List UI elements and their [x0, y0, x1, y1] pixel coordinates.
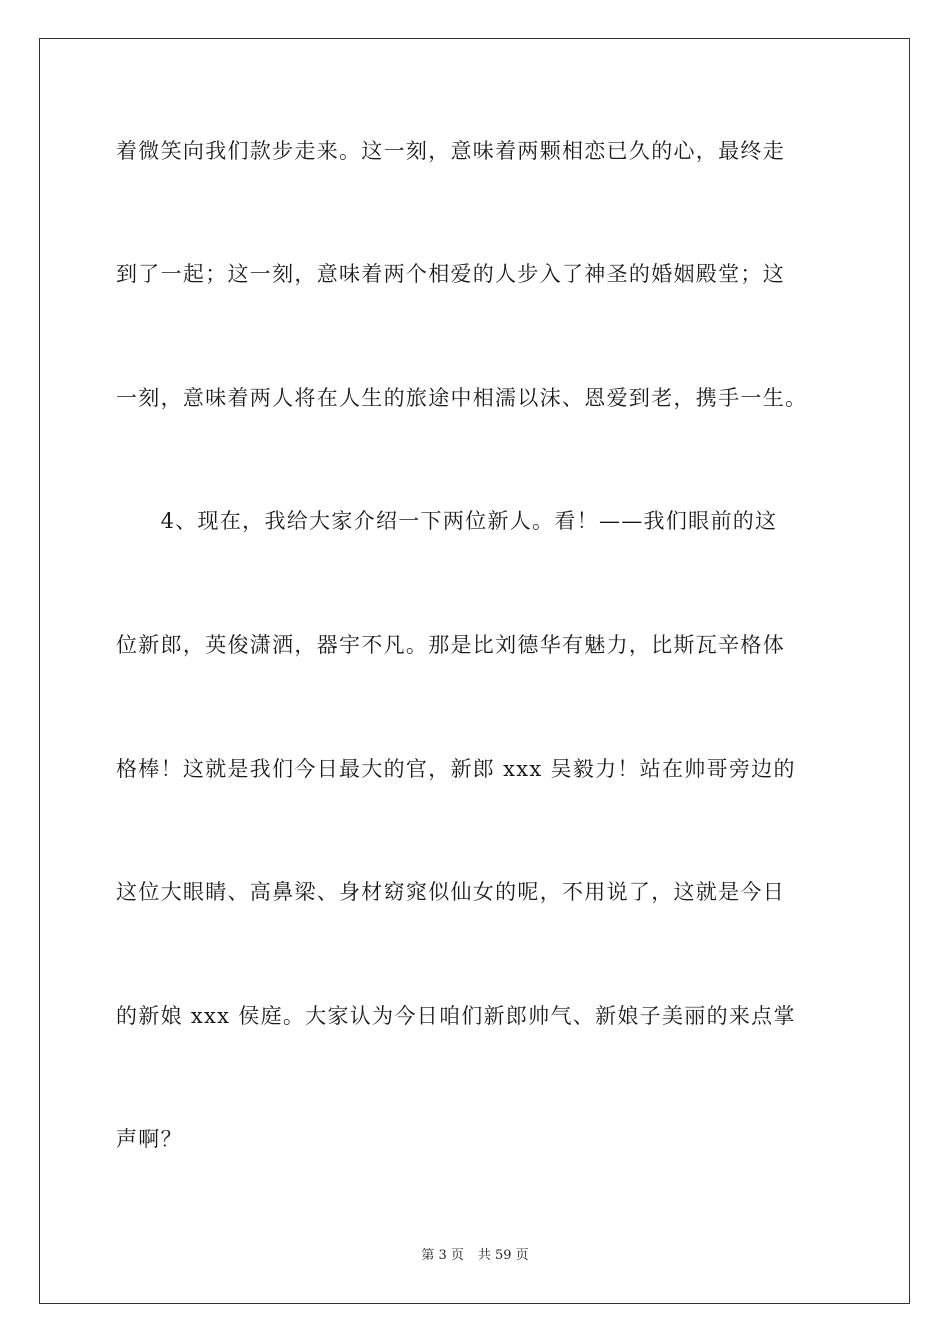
page-border	[39, 38, 910, 1304]
text-line-6: 格棒！这就是我们今日最大的官，新郎 xxx 吴毅力！站在帅哥旁边的	[116, 757, 796, 781]
text-line-5: 位新郎，英俊潇洒，器宇不凡。那是比刘德华有魅力，比斯瓦辛格体	[116, 633, 785, 657]
text-line-7: 这位大眼睛、高鼻梁、身材窈窕似仙女的呢，不用说了，这就是今日	[116, 880, 785, 904]
text-line-3: 一刻，意味着两人将在人生的旅途中相濡以沫、恩爱到老，携手一生。	[116, 386, 808, 410]
text-line-4: 4、现在，我给大家介绍一下两位新人。看！——我们眼前的这	[116, 509, 778, 533]
page-footer	[0, 1247, 950, 1265]
text-line-2: 到了一起；这一刻，意味着两个相爱的人步入了神圣的婚姻殿堂；这	[116, 262, 785, 286]
text-line-8: 的新娘 xxx 侯庭。大家认为今日咱们新郎帅气、新娘子美丽的来点掌	[116, 1004, 796, 1028]
text-line-9: 声啊？	[116, 1127, 183, 1151]
page-total: 共 59 页	[477, 1248, 529, 1263]
text-line-1: 着微笑向我们款步走来。这一刻，意味着两颗相恋已久的心，最终走	[116, 139, 785, 163]
page-number: 第 3 页	[421, 1248, 464, 1263]
